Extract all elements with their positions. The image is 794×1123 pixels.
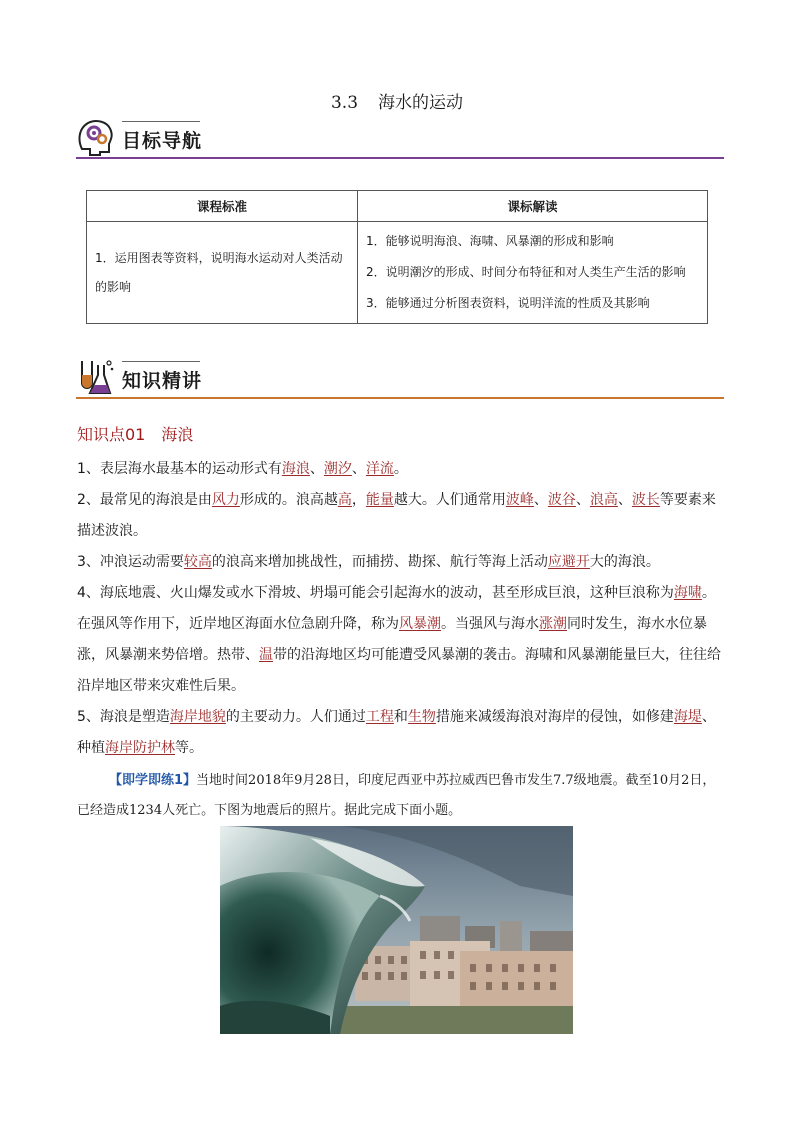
paragraph-1: 1、表层海水最基本的运动形式有海浪、潮汐、洋流。 [77, 461, 408, 477]
paragraph-4: 4、海底地震、火山爆发或水下滑坡、坍塌可能会引起海水的波动，甚至形成巨浪，这种巨浪称为海啸。在强风等作用下，近岸地区海面水位急剧升降，称为风暴潮。当强风与海水涨潮同时发生，海水水位暴涨，风暴潮来势倍增。热带、温带的沿海地区均可能遭受风暴潮的袭击。海啸和风暴潮能量巨大，往往给沿岸地区带来灾难性后果。 [77, 585, 721, 694]
header-decor-line [122, 361, 200, 362]
list-item: 1．能够说明海浪、海啸、风暴潮的形成和影响 [366, 234, 614, 248]
answer-blank: 海岸防护林 [105, 740, 175, 756]
section-header-knowledge [76, 357, 724, 399]
list-item: 2．说明潮汐的形成、时间分布特征和对人类生产生活的影响 [366, 265, 686, 279]
answer-blank: 工程 [365, 709, 394, 725]
answer-blank: 风力 [211, 492, 240, 508]
flask-icon [76, 357, 116, 397]
answer-blank: 风暴潮 [399, 616, 441, 632]
section-rule [76, 157, 724, 159]
header-decor-line [122, 121, 200, 122]
answer-blank: 洋流 [365, 461, 394, 477]
answer-blank: 波峰 [505, 492, 534, 508]
section-label: 知识精讲 [122, 370, 203, 392]
section-label: 目标导航 [122, 130, 203, 152]
answer-blank: 高 [337, 492, 352, 508]
page-title: 3.3 海水的运动 [330, 93, 464, 113]
table-row [87, 222, 708, 324]
answer-blank: 波谷 [547, 492, 576, 508]
answer-blank: 海堤 [673, 709, 702, 725]
answer-blank: 海啸 [673, 585, 702, 601]
answer-blank: 波长 [631, 492, 660, 508]
table-cell-standard: 1．运用图表等资料，说明海水运动对人类活动的影响 [87, 222, 358, 324]
answer-blank: 较高 [183, 554, 212, 570]
exercise-text: 当地时间2018年9月28日，印度尼西亚中苏拉威西巴鲁市发生7.7级地震。截至10月2日，已经造成1234人死亡。下图为地震后的照片。据此完成下面小题。 [77, 773, 716, 818]
paragraph-3: 3、冲浪运动需要较高的浪高来增加挑战性，而捕捞、勘探、航行等海上活动应避开大的海浪。 [77, 554, 660, 570]
knowledge-point-title: 知识点01 海浪 [77, 425, 194, 444]
answer-blank: 应避开 [547, 554, 590, 570]
table-header: 课程标准 [87, 191, 358, 222]
answer-blank: 涨潮 [539, 616, 567, 632]
list-item: 3．能够通过分析图表资料，说明洋流的性质及其影响 [366, 296, 650, 310]
table-header: 课标解读 [358, 191, 708, 222]
brain-gears-icon [76, 117, 116, 157]
answer-blank: 能量 [365, 492, 394, 508]
answer-blank: 海岸地貌 [169, 709, 226, 725]
curriculum-table [86, 190, 708, 324]
answer-blank: 温 [259, 647, 273, 663]
table-header-row [87, 191, 708, 222]
section-rule [76, 397, 724, 399]
answer-blank: 潮汐 [323, 461, 352, 477]
paragraph-5: 5、海浪是塑造海岸地貌的主要动力。人们通过工程和生物措施来减缓海浪对海岸的侵蚀，如修建海堤、种植海岸防护林等。 [77, 709, 716, 756]
exercise-tag: 【即学即练1】 [109, 773, 197, 788]
table-cell-interpretation [358, 222, 708, 324]
answer-blank: 浪高 [589, 492, 618, 508]
section-header-goal [76, 117, 724, 159]
exercise-prompt [77, 766, 725, 826]
tsunami-photo [220, 826, 573, 1034]
paragraph-2: 2、最常见的海浪是由风力形成的。浪高越高，能量越大。人们通常用波峰、波谷、浪高、波长等要素来描述波浪。 [77, 492, 716, 539]
answer-blank: 海浪 [281, 461, 310, 477]
answer-blank: 生物 [407, 709, 436, 725]
